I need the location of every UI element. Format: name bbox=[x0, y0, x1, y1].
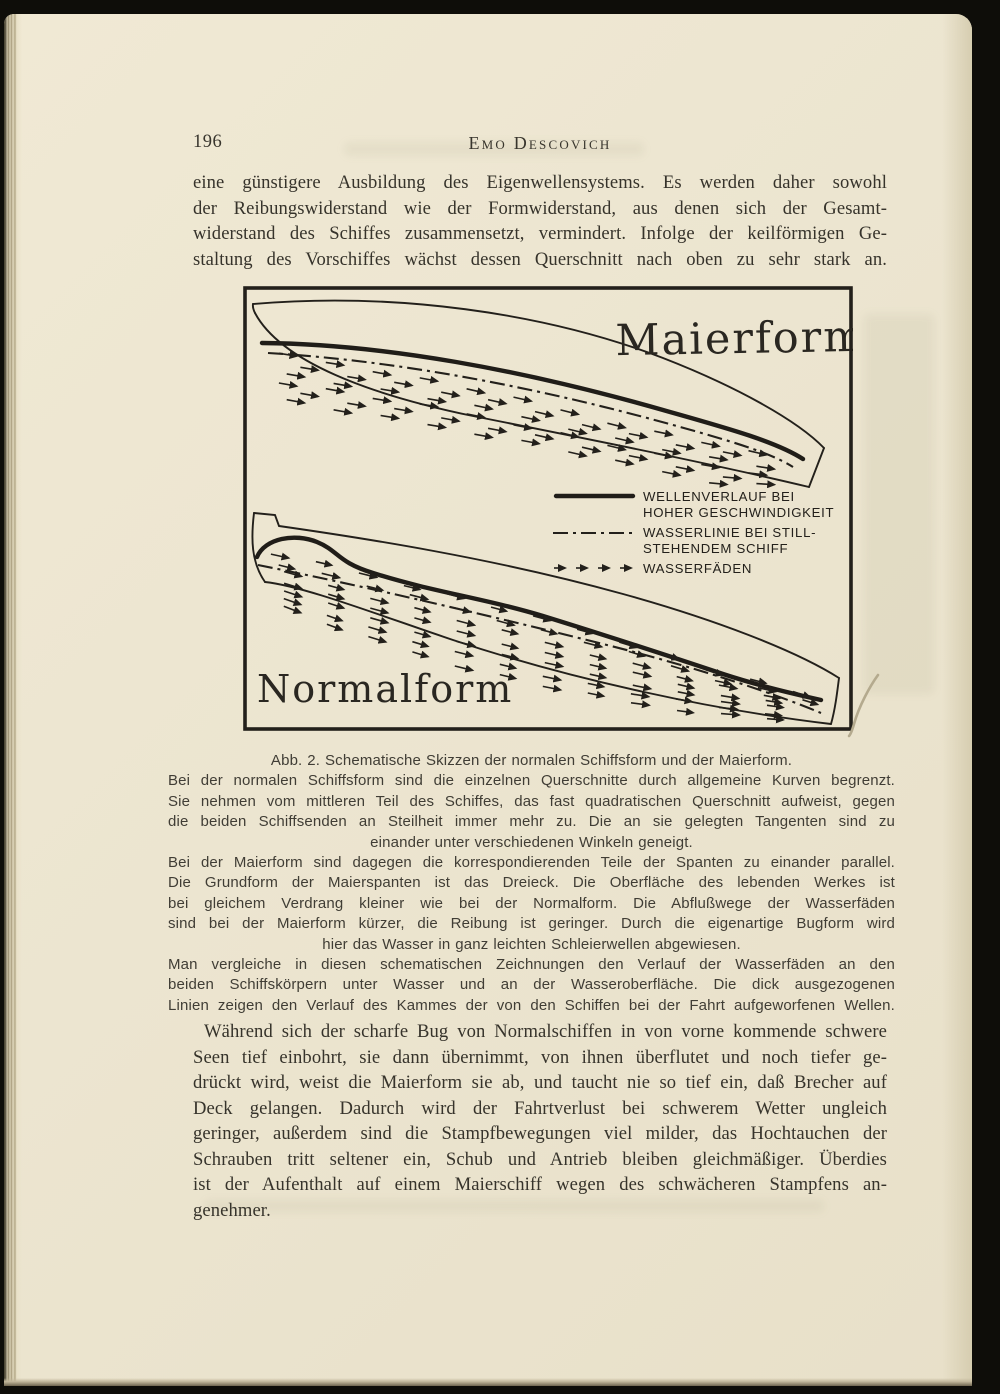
maierform-waterline bbox=[268, 353, 793, 467]
caption-line: Abb. 2. Schematische Skizzen der normalen Schiffsform und der Maierform. bbox=[270, 752, 793, 769]
body-line: geringer, außerdem sind die Stampfbewegungen viel milder, das Hochtauchen der bbox=[193, 1123, 887, 1144]
page-number: 196 bbox=[193, 132, 223, 152]
legend-item-waterline bbox=[553, 525, 816, 556]
caption-line: hier das Wasser in ganz leichten Schleierwellen abgewiesen. bbox=[322, 935, 741, 953]
legend-label: WASSERFÄDEN bbox=[643, 561, 753, 576]
figure-abb-2 bbox=[243, 286, 853, 731]
body-line: genehmer. bbox=[193, 1199, 271, 1221]
caption-line: die beiden Schiffsenden an Steilheit immer mehr zu. Die an sie gelegten Tangenten sind zu bbox=[168, 813, 895, 831]
body-line: Schrauben tritt seltener ein, Schub und Antrieb bleiben gleichmäßiger. Überdies bbox=[193, 1148, 887, 1170]
body-line: widerstand des Schiffes zusammensetzt, vermindert. Infolge der keilförmigen Ge- bbox=[193, 223, 887, 244]
page-stack-edge-left bbox=[4, 14, 22, 1386]
pencil-checkmark bbox=[845, 672, 883, 742]
caption-line: Linien zeigen den Verlauf des Kammes der von den Schiffen bei der Fahrt aufgeworfenen Wellen. bbox=[168, 996, 895, 1014]
figure-caption bbox=[168, 751, 895, 1016]
body-line: staltung des Vorschiffes wächst dessen Querschnitt nach oben zu sehr stark an. bbox=[193, 248, 887, 270]
caption-line: Man vergleiche in diesen schematischen Zeichnungen den Verlauf der Wasserfäden an den bbox=[168, 956, 895, 974]
body-line: Deck gelangen. Dadurch wird der Fahrtverlust bei schwerem Wetter ungleich bbox=[193, 1097, 887, 1119]
caption-line: Die Grundform der Maierspanten ist das Dreieck. Die Oberfläche des lebenden Werkes ist bbox=[168, 874, 895, 892]
legend-item-waterthreads bbox=[554, 561, 752, 576]
body-paragraph-2 bbox=[193, 1019, 887, 1223]
legend-label: WELLENVERLAUF BEI bbox=[643, 489, 795, 504]
ship-forms-diagram bbox=[243, 286, 853, 731]
page-edge-bottom bbox=[4, 1378, 972, 1386]
caption-line: Bei der Maierform sind dagegen die korrespondierenden Teile der Spanten zu einander parallel. bbox=[168, 854, 895, 872]
caption-line: Sie nehmen vom mittleren Teil des Schiffes, das fast quadratischen Querschnitt aufweist, gegen bbox=[168, 792, 895, 810]
caption-line: sind bei der Maierform kürzer, die Reibung ist geringer. Durch die eigenartige Bugform wird bbox=[168, 915, 895, 933]
maierform-label: Maierform bbox=[615, 311, 853, 367]
body-paragraph-1 bbox=[193, 170, 887, 272]
caption-line: einander unter verschiedenen Winkeln geneigt. bbox=[370, 833, 693, 851]
legend-item-wave bbox=[556, 489, 834, 520]
caption-line: beiden Schiffskörpern unter Wasser und an der Wasseroberfläche. Die dick ausgezogenen bbox=[168, 976, 895, 994]
maierform-hull-drawing bbox=[253, 301, 853, 487]
body-line: Während sich der scharfe Bug von Normalschiffen in von vorne kommende schwere bbox=[204, 1021, 887, 1042]
maierform-stern-edge bbox=[253, 304, 255, 313]
legend-label: WASSERLINIE BEI STILL- bbox=[643, 525, 817, 540]
caption-line: Bei der normalen Schiffsform sind die einzelnen Querschnitte durch allgemeine Kurven begrenzt. bbox=[168, 772, 895, 790]
body-line: drückt wird, weist die Maierform sie ab, und taucht nie so tief ein, daß Brecher auf bbox=[193, 1072, 887, 1093]
page-curvature-shade bbox=[942, 14, 972, 1386]
legend-label: HOHER GESCHWINDIGKEIT bbox=[643, 505, 835, 520]
body-line: ist der Aufenthalt auf einem Maierschiff wegen des schwächeren Stampfens an- bbox=[193, 1174, 887, 1195]
figure-legend bbox=[553, 489, 834, 576]
body-line: der Reibungswiderstand wie der Formwiderstand, aus denen sich der Gesamt- bbox=[193, 197, 887, 219]
normalform-bow-stem bbox=[831, 678, 839, 724]
page-header bbox=[193, 132, 887, 156]
running-head: Emo Descovich bbox=[468, 133, 612, 153]
bleed-through-smudge bbox=[864, 314, 934, 694]
normalform-label: Normalform bbox=[257, 667, 514, 711]
body-line: Seen tief einbohrt, sie dann übernimmt, von ihnen überflutet und noch tiefer ge- bbox=[193, 1046, 887, 1068]
caption-line: bei gleichem Verdrang kleiner wie bei der Normalform. Die Abflußwege der Wasserfäden bbox=[168, 894, 895, 912]
body-line: eine günstigere Ausbildung des Eigenwellensystems. Es werden daher sowohl bbox=[193, 172, 887, 193]
legend-label: STEHENDEM SCHIFF bbox=[643, 541, 789, 556]
maierform-bow-stem bbox=[809, 448, 824, 487]
